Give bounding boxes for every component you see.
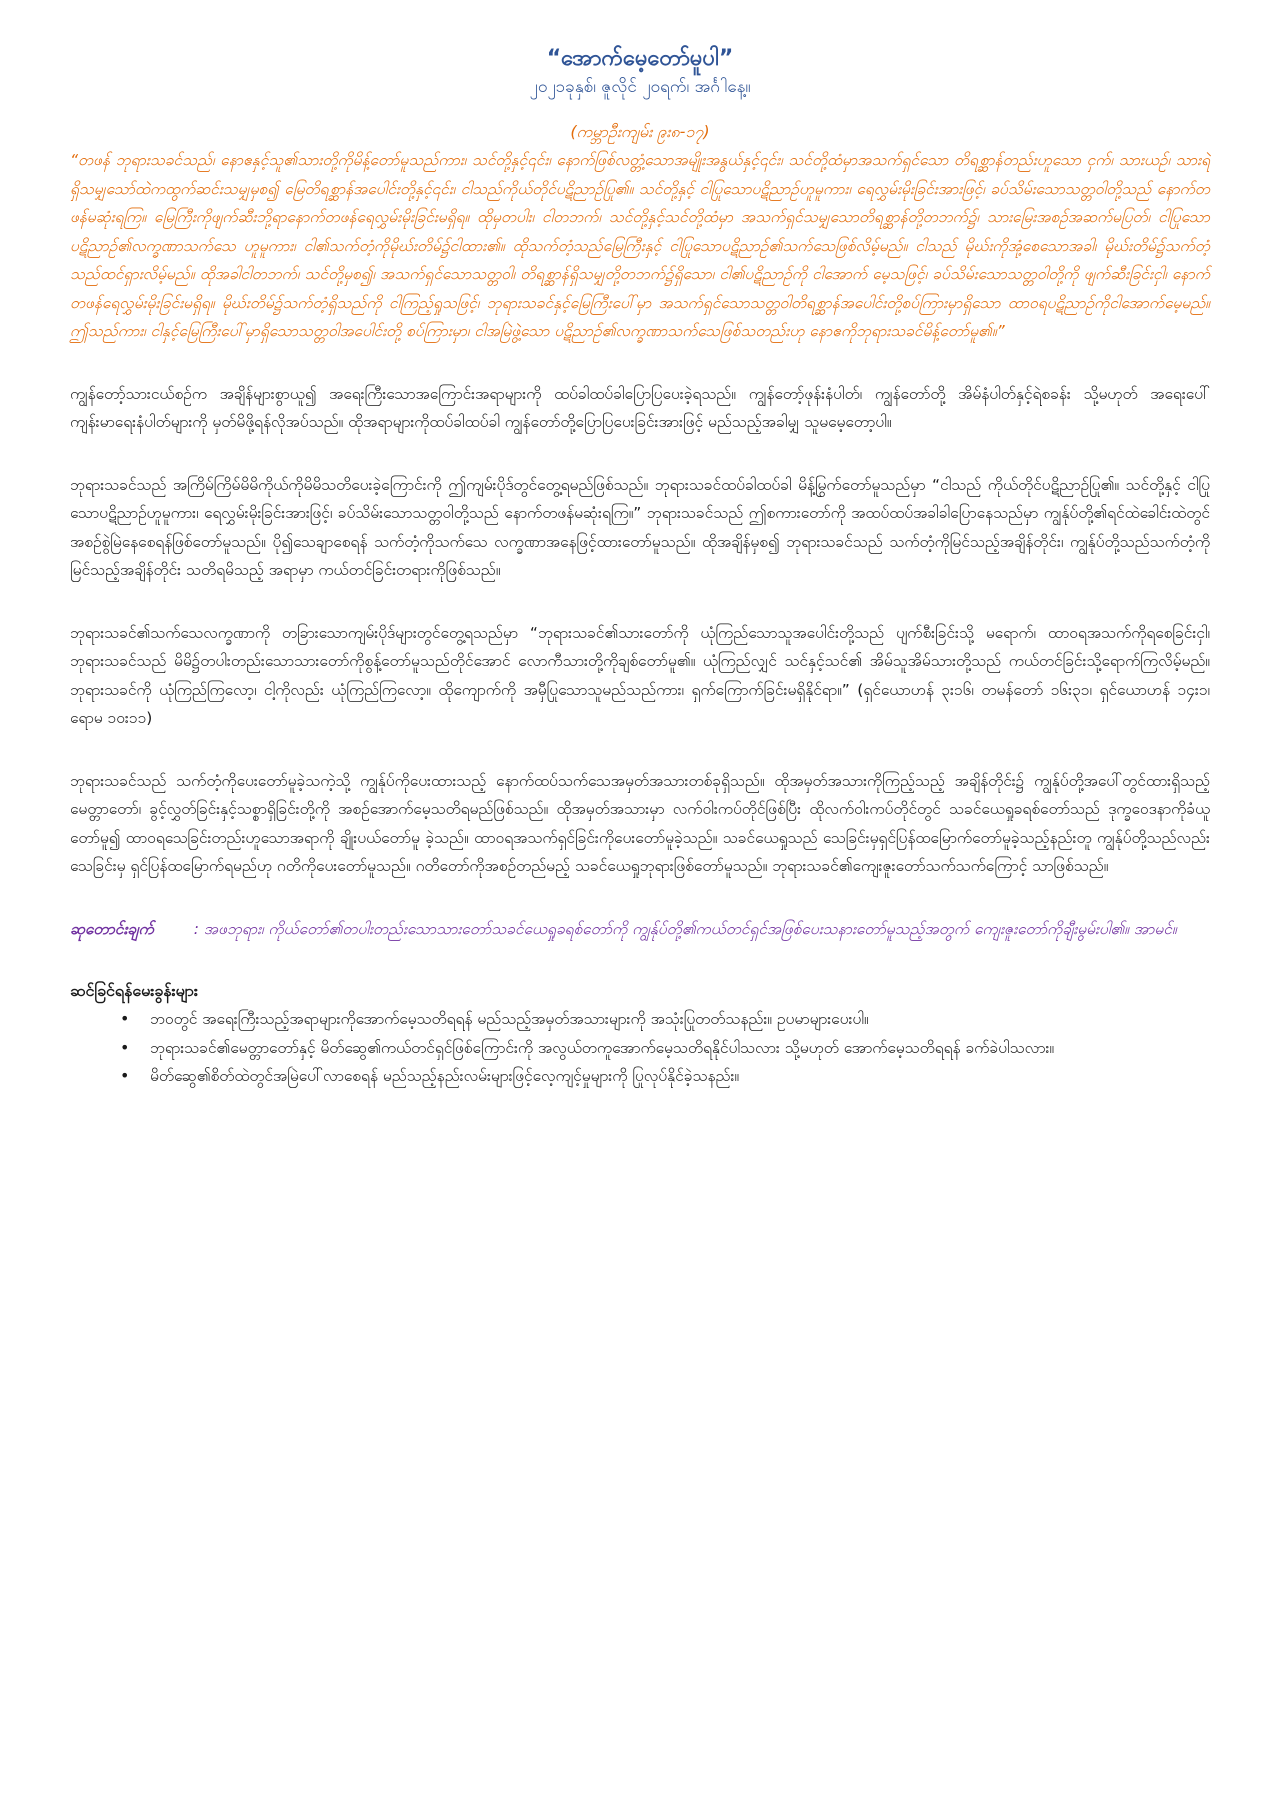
- devotion-title: “အောက်မေ့တော်မူပါ”: [546, 46, 734, 71]
- list-item: [120, 1062, 1210, 1091]
- list-item: [120, 1034, 1210, 1063]
- prayer-label: ဆုတောင်းချက်: [70, 919, 154, 938]
- body-paragraph-3: ဘုရားသခင်၏သက်သေလက္ခဏာကို တခြားသောကျမ်းပိုဒ်များတွင်တွေ့ရသည်မှာ “ဘုရားသခင်၏သားတော်ကို ယုံကြည်သောသူအပေါင်းတို့သည် ပျက်စီးခြင်းသို့ မရောက်၊ ထာဝရအသက်ကိုရစေခြင်းငှါ၊ ဘုရားသခင်သည် မိမိ၌တပါးတည်းသောသားတော်ကိုစွန့်တော်မူသည်တိုင်အောင် လောကီသားတို့ကိုချစ်တော်မူ၏။ ယုံကြည်လျှင် သင်နှင့်သင်၏ အိမ်သူအိမ်သားတို့သည် ကယ်တင်ခြင်းသို့ရောက်ကြလိမ့်မည်။ ဘုရားသခင်ကို ယုံကြည်ကြလော့၊ ငါ့ကိုလည်း ယုံကြည်ကြလော့။ ထိုကျောက်ကို အမှီပြုသောသူမည်သည်ကား၊ ရှက်ကြောက်ခြင်းမရှိနိုင်ရာ။” (ရှင်ယောဟန် ၃း၁၆၊ တမန်တော် ၁၆း၃၁၊ ရှင်ယောဟန် ၁၄း၁၊ ရောမ ၁၀း၁၁): [70, 623, 1210, 727]
- body-paragraph-1: ကျွန်တော့်သားငယ်စဉ်က အချိန်များစွာယူ၍ အရေးကြီးသောအကြောင်းအရာများကို ထပ်ခါထပ်ခါပြောပြပေးခဲ့ရသည်။ ကျွန်တော့်ဖုန်းနံပါတ်၊ ကျွန်တော်တို့ အိမ်နံပါတ်နှင့်ရဲစခန်း သို့မဟုတ် အရေးပေါ်ကျန်းမာရေးနံပါတ်များကို မှတ်မိဖို့ရန်လိုအပ်သည်။ ထိုအရာများကိုထပ်ခါထပ်ခါ ကျွန်တော်တို့ပြောပြပေးခြင်းအားဖြင့် မည်သည့်အခါမျှ သူမမေ့တော့ပါ။: [70, 384, 1210, 431]
- body-paragraph-2: ဘုရားသခင်သည် အကြိမ်ကြိမ်မိမိကိုယ်ကိုမိမိသတိပေးခဲ့ကြောင်းကို ဤကျမ်းပိုဒ်တွင်တွေ့ရမည်ဖြစ်သည်။ ဘုရားသခင်ထပ်ခါထပ်ခါ မိန့်မြွက်တော်မူသည်မှာ “ငါသည် ကိုယ်တိုင်ပဋိညာဉ်ပြု၏။ သင်တို့နှင့် ငါပြုသောပဋိညာဉ်ဟူမူကား၊ ရေလွှမ်းမိုးခြင်းအားဖြင့်၊ ခပ်သိမ်းသောသတ္တဝါတို့သည် နောက်တဖန်မဆုံးရကြ။” ဘုရားသခင်သည် ဤစကားတော်ကို အထပ်ထပ်အခါခါပြောနေသည်မှာ ကျွန်ုပ်တို့၏ရင်ထဲခေါင်းထဲတွင်အစဉ်စွဲမြဲနေစေရန်ဖြစ်တော်မူသည်။ ပို၍သေချာစေရန် သက်တံ့ကိုသက်သေ လက္ခဏာအနေဖြင့်ထားတော်မူသည်။ ထိုအချိန်မှစ၍ ဘုရားသခင်သည် သက်တံ့ကိုမြင်သည့်အချိန်တိုင်း၊ ကျွန်ုပ်တို့သည်သက်တံ့ကိုမြင်သည့်အချိန်တိုင်း သတိရမိသည့် အရာမှာ ကယ်တင်ခြင်းတရားကိုဖြစ်သည်။: [70, 475, 1210, 579]
- question-text: ဘုရားသခင်၏မေတ္တာတော်နှင့် မိတ်ဆွေ၏ကယ်တင်ရှင်ဖြစ်ကြောင်းကို အလွယ်တကူအောက်မေ့သတိရနိုင်ပါသလား သို့မဟုတ် အောက်မေ့သတိရရန် ခက်ခဲပါသလား။: [150, 1038, 1055, 1057]
- scripture-reference: (ကမ္ဘာဦးကျမ်း ၉း၈-၁၇): [570, 122, 710, 141]
- body-paragraph-4: ဘုရားသခင်သည် သက်တံ့ကိုပေးတော်မူခဲ့သကဲ့သို့ ကျွန်ုပ်ကိုပေးထားသည့် နောက်ထပ်သက်သေအမှတ်အသားတစ်ခုရှိသည်။ ထိုအမှတ်အသားကိုကြည့်သည့် အချိန်တိုင်း၌ ကျွန်ုပ်တို့အပေါ်တွင်ထားရှိသည့်မေတ္တာတော်၊ ခွင့်လွှတ်ခြင်းနှင့်သစ္စာရှိခြင်းတို့ကို အစဉ်အောက်မေ့သတိရမည်ဖြစ်သည်။ ထိုအမှတ်အသားမှာ လက်ဝါးကပ်တိုင်ဖြစ်ပြီး ထိုလက်ဝါးကပ်တိုင်တွင် သခင်ယေရှုခရစ်တော်သည် ဒုက္ခဝေဒနာကိုခံယူတော်မူ၍ ထာဝရသေခြင်းတည်းဟူသောအရာကို ချိုးပယ်တော်မူ ခဲ့သည်။ ထာဝရအသက်ရှင်ခြင်းကိုပေးတော်မူခဲ့သည်။ သခင်ယေရှုသည် သေခြင်းမှရှင်ပြန်ထမြောက်တော်မူခဲ့သည့်နည်းတူ ကျွန်ုပ်တို့သည်လည်း သေခြင်းမှ ရှင်ပြန်ထမြောက်ရမည်ဟု ဂတိကိုပေးတော်မူသည်။ ဂတိတော်ကိုအစဉ်တည်မည့် သခင်ယေရှုဘုရားဖြစ်တော်မူသည်။ ဘုရားသခင်၏ကျေးဇူးတော်သက်သက်ကြောင့် သာဖြစ်သည်။: [70, 771, 1210, 875]
- bullet-icon: •: [120, 1037, 130, 1057]
- scripture-text: “တဖန် ဘုရားသခင်သည်၊ နောဧနှင့်သူ၏သားတို့ကိုမိန့်တော်မူသည်ကား၊ သင်တို့နှင့်၎င်း၊ နောက်ဖြစ်လတ္တံ့သောအမျိုးအနွယ်နှင့်၎င်း၊ သင်တို့ထံမှာအသက်ရှင်သော တိရစ္ဆာန်တည်းဟူသော ငှက်၊ သားယဉ်၊ သားရဲရှိသမျှသော်ထဲကထွက်ဆင်းသမျှမှစ၍ မြေတိရစ္ဆာန်အပေါင်းတို့နှင့်၎င်း၊ ငါသည်ကိုယ်တိုင်ပဋိညာဉ်ပြု၏။ သင်တို့နှင့် ငါပြုသောပဋိညာဉ်ဟူမူကား၊ ရေလွှမ်းမိုးခြင်းအားဖြင့်၊ ခပ်သိမ်းသောသတ္တဝါတို့သည် နောက်တဖန်မဆုံးရကြ။ မြေကြီးကိုဖျက်ဆီးဘို့ရာနောက်တဖန်ရေလွှမ်းမိုးခြင်းမရှိရ။ ထိုမှတပါး၊ ငါတဘက်၊ သင်တို့နှင့်သင်တို့ထံမှာ အသက်ရှင်သမျှသောတိရစ္ဆာန်တို့တဘက်၌၊ သားမြေးအစဉ်အဆက်မပြတ်၊ ငါပြုသောပဋိညာဉ်၏လက္ခဏာသက်သေ ဟူမူကား၊ ငါ၏သက်တံ့ကိုမိုဃ်းတိမ်၌ငါထား၏။ ထိုသက်တံ့သည်မြေကြီးနှင့် ငါပြုသောပဋိညာဉ်၏သက်သေဖြစ်လိမ့်မည်။ ငါသည် မိုဃ်းကိုအုံ့စေသောအခါ၊ မိုဃ်းတိမ်၌သက်တံ့သည်ထင်ရှားလိမ့်မည်။ ထိုအခါငါတဘက်၊ သင်တို့မှစ၍၊ အသက်ရှင်သောသတ္တဝါ၊ တိရစ္ဆာန်ရှိသမျှတို့တဘက်၌ရှိသော၊ ငါ၏ပဋိညာဉ်ကို ငါအောက် မေ့သဖြင့်၊ ခပ်သိမ်းသောသတ္တဝါတို့ကို ဖျက်ဆီးခြင်းငှါ၊ နောက်တဖန်ရေလွှမ်းမိုးခြင်းမရှိရ။ မိုဃ်းတိမ်၌သက်တံ့ရှိသည်ကို ငါကြည့်ရှုသဖြင့်၊ ဘုရားသခင်နှင့်မြေကြီးပေါ်မှာ အသက်ရှင်သောသတ္တဝါတိရစ္ဆာန်အပေါင်းတို့စပ်ကြားမှာရှိသော ထာဝရပဋိညာဉ်ကိုငါအောက်မေ့မည်။ ဤသည်ကား၊ ငါနှင့်မြေကြီးပေါ်မှာရှိသောသတ္တဝါအပေါင်းတို့ စပ်ကြားမှာ၊ ငါအမြဲဖွဲ့သော ပဋိညာဉ်၏လက္ခဏာသက်သေဖြစ်သတည်းဟု နောဧကိုဘုရားသခင်မိန့်တော်မူ၏။”: [70, 151, 1210, 340]
- list-item: [120, 1005, 1210, 1034]
- question-text: ဘဝတွင် အရေးကြီးသည့်အရာများကိုအောက်မေ့သတိရရန် မည်သည့်အမှတ်အသားများကို အသုံးပြုတတ်သနည်း။ ဥပမာများပေးပါ။: [150, 1010, 869, 1028]
- prayer: [70, 915, 1210, 944]
- bullet-icon: •: [120, 1066, 130, 1085]
- questions-heading: ဆင်ခြင်ရန်မေးခွန်းများ: [70, 981, 198, 1000]
- prayer-text: : အဖဘုရား၊ ကိုယ်တော်၏တပါးတည်းသောသားတော်သခင်ယေရှုခရစ်တော်ကို ကျွန်ုပ်တို့၏ကယ်တင်ရှင်အဖြစ်ပေးသနားတော်မူသည့်အတွက် ကျေးဇူးတော်ကိုချီးမွမ်းပါ၏။ အာမင်။: [193, 919, 1177, 938]
- questions-list: [70, 1005, 1210, 1091]
- devotion-date: ၂၀၂၁ခုနှစ်၊ ဇူလိုင် ၂၀ရက်၊ အင်္ဂါနေ့။: [529, 77, 751, 97]
- question-text: မိတ်ဆွေ၏စိတ်ထဲတွင်အမြဲပေါ်လာစေရန် မည်သည့်နည်းလမ်းများဖြင့်လေ့ကျင့်မှုများကို ပြုလုပ်နိုင်ခဲ့သနည်း။: [150, 1067, 740, 1085]
- bullet-icon: •: [120, 1009, 130, 1028]
